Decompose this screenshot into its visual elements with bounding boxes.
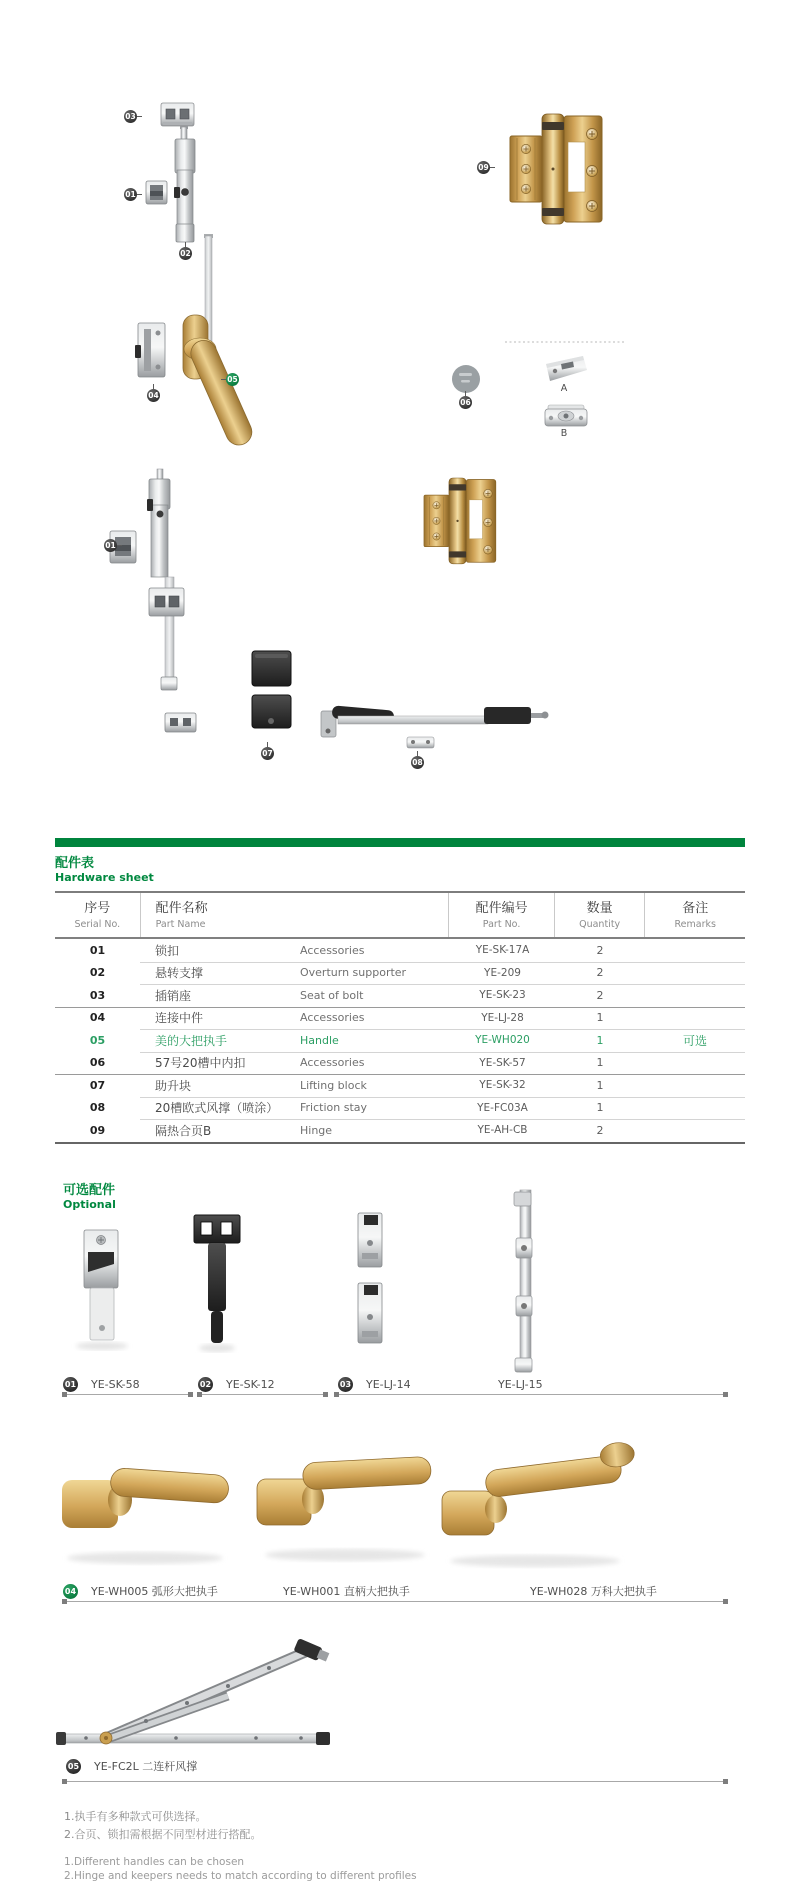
keeper-plate-top-image: [161, 103, 194, 126]
item-label: YE-SK-58: [91, 1377, 140, 1391]
col-name-en: Part Name: [155, 919, 206, 930]
diagram-badge-08: 08: [412, 758, 423, 767]
item-label: YE-FC2L 二连杆风撑: [94, 1760, 198, 1773]
cell-qty: 2: [596, 988, 604, 1002]
cell-serial: 01: [89, 943, 106, 957]
col-serial-en: Serial No.: [74, 919, 121, 930]
cell-qty: 1: [596, 1011, 604, 1025]
item-badge: 03: [338, 1377, 353, 1392]
optional-handle-figures: [0, 1425, 800, 1605]
table-header: [55, 893, 745, 939]
item-label: YE-WH005 弧形大把执手: [91, 1585, 218, 1598]
cell-name-en: Handle: [300, 1033, 339, 1047]
optional-item-ye-wh005: [63, 1583, 218, 1599]
optional-item-ye-fc2l: [66, 1758, 197, 1774]
item-label: YE-LJ-15: [498, 1377, 543, 1391]
optional-item-ye-wh028: [530, 1583, 657, 1599]
diagram-badge-03: 03: [125, 112, 136, 121]
optional-item-ye-wh001: [283, 1583, 410, 1599]
hardware-table: [55, 891, 745, 1144]
cell-part-no: YE-SK-32: [479, 1079, 526, 1092]
part-ye-sk-12-image: [194, 1215, 240, 1352]
item-label: YE-WH001 直柄大把执手: [283, 1585, 410, 1598]
cell-name-en: Hinge: [300, 1123, 333, 1137]
lifting-block-image: [252, 651, 291, 728]
note-en-1: 1.Different handles can be chosen: [64, 1856, 245, 1868]
cell-qty: 1: [596, 1033, 604, 1047]
col-remarks-en: Remarks: [674, 919, 716, 930]
stay-ye-fc2l-image: [56, 1638, 330, 1745]
hinge-bottom-image: [424, 478, 496, 564]
item-label: YE-SK-12: [226, 1377, 275, 1391]
handle-ye-wh028-image: [442, 1441, 636, 1567]
keeper-plate-bottom-image: [165, 713, 196, 732]
upper-lock-body-image: [174, 126, 195, 242]
col-remarks: [645, 893, 745, 937]
col-qty: [555, 893, 646, 937]
optional-item-ye-sk-58: [63, 1376, 140, 1392]
middle-connector-image: [135, 323, 165, 377]
underline-segment: [63, 1601, 727, 1602]
part-ye-sk-58-image: [76, 1230, 128, 1350]
cell-name-cn: 20槽欧式风撑（喷涂）: [155, 1101, 279, 1116]
table-row: [55, 1097, 745, 1120]
cell-name-cn: 插销座: [155, 988, 192, 1003]
part-ye-lj-14-image: [358, 1213, 382, 1343]
optional-stay-figure: [0, 1630, 800, 1755]
cell-name-cn: 美的大把执手: [155, 1033, 228, 1048]
part-ye-lj-15-image: [514, 1190, 532, 1372]
cell-name-cn: 锁扣: [155, 943, 180, 958]
cell-qty: 1: [596, 1056, 604, 1070]
underline-segment: [63, 1781, 727, 1782]
diagram-badge-05: 05: [227, 375, 238, 384]
cell-qty: 2: [596, 943, 604, 957]
cell-name-cn: 连接中件: [155, 1011, 204, 1026]
cell-serial: 05: [89, 1033, 106, 1047]
diagram-badge-01b: 01: [105, 541, 116, 550]
cell-part-no: YE-LJ-28: [481, 1011, 524, 1024]
item-badge: 05: [66, 1759, 81, 1774]
table-row: [55, 1119, 745, 1142]
cell-part-no: YE-AH-CB: [477, 1124, 528, 1137]
optional-title-cn: 可选配件: [63, 1183, 116, 1198]
cell-serial: 06: [89, 1056, 106, 1070]
cell-serial: 04: [89, 1011, 106, 1025]
hinge-top-image: [510, 114, 602, 224]
part-b-image: [545, 405, 587, 426]
square-keeper-top-image: [146, 181, 167, 204]
handle-ye-wh005-image: [62, 1468, 229, 1564]
part-a-label: A: [560, 383, 568, 394]
table-row: [55, 1052, 745, 1075]
item-label: YE-LJ-14: [366, 1377, 411, 1391]
diagram-badge-07: 07: [262, 749, 273, 758]
col-name: [141, 893, 450, 937]
col-serial-cn: 序号: [84, 901, 111, 916]
underline-segment: [63, 1394, 192, 1395]
cell-qty: 1: [596, 1101, 604, 1115]
sheet-title-cn: 配件表: [55, 856, 95, 871]
col-qty-en: Quantity: [579, 919, 621, 930]
gray-mark-circle: [452, 365, 480, 393]
cell-name-cn: 悬转支撑: [155, 966, 204, 981]
lower-lock-body-image: [147, 469, 177, 690]
underline-segment: [198, 1394, 327, 1395]
col-partno: [449, 893, 555, 937]
col-qty-cn: 数量: [586, 901, 613, 916]
keeper-plate-mid-image: [149, 588, 184, 616]
table-row-highlighted: [55, 1029, 745, 1052]
note-cn-1: 1.执手有多种款式可供选择。: [64, 1810, 207, 1823]
cell-part-no: YE-FC03A: [477, 1101, 528, 1114]
cell-part-no: YE-SK-17A: [475, 944, 530, 957]
friction-stay-image: [321, 705, 549, 748]
optional-item-ye-lj-14: [338, 1376, 411, 1392]
optional-title-en: Optional: [63, 1198, 116, 1211]
table-row: [55, 939, 745, 962]
cell-name-en: Accessories: [300, 1011, 365, 1025]
item-badge: 01: [63, 1377, 78, 1392]
col-name-cn: 配件名称: [155, 901, 208, 916]
cell-serial: 09: [89, 1123, 106, 1137]
part-b-label: B: [560, 428, 568, 439]
cell-remarks: 可选: [682, 1033, 707, 1048]
sheet-title-en: Hardware sheet: [55, 871, 154, 884]
cell-qty: 2: [596, 1123, 604, 1137]
footer-notes: [64, 1808, 417, 1883]
optional-item-ye-lj-15: [498, 1376, 543, 1392]
cell-serial: 07: [89, 1078, 106, 1092]
cell-name-cn: 57号20槽中内扣: [155, 1056, 246, 1071]
cell-name-en: Friction stay: [300, 1101, 368, 1115]
table-row: [55, 984, 745, 1007]
note-cn-2: 2.合页、锁扣需根据不同型材进行搭配。: [64, 1828, 262, 1841]
diagram-badge-02: 02: [180, 249, 191, 258]
part-a-image: [546, 356, 587, 381]
item-label: YE-WH028 万科大把执手: [530, 1585, 657, 1598]
col-remarks-cn: 备注: [682, 901, 709, 916]
cell-serial: 02: [89, 966, 106, 980]
hardware-sheet-section: [55, 838, 745, 1144]
cell-name-en: Seat of bolt: [300, 988, 364, 1002]
cell-part-no: YE-SK-57: [479, 1056, 526, 1069]
diagram-badge-01: 01: [125, 190, 136, 199]
note-en-2: 2.Hinge and keepers needs to match according to different profiles: [64, 1869, 417, 1882]
cell-name-cn: 隔热合页B: [155, 1123, 212, 1138]
diagram-badge-09: 09: [478, 163, 489, 172]
underline-segment: [335, 1394, 727, 1395]
cell-part-no: YE-SK-23: [479, 989, 526, 1002]
item-badge: 04: [63, 1584, 78, 1599]
optional-item-ye-sk-12: [198, 1376, 275, 1392]
hardware-exploded-diagram: [0, 0, 800, 800]
item-badge: 02: [198, 1377, 213, 1392]
table-row: [55, 1074, 745, 1097]
optional-parts-figures: [0, 1185, 800, 1380]
cell-part-no: YE-WH020: [475, 1034, 530, 1047]
cell-name-en: Accessories: [300, 943, 365, 957]
handle-ye-wh001-image: [257, 1456, 432, 1561]
cell-name-cn: 助升块: [155, 1078, 192, 1093]
table-row: [55, 1007, 745, 1030]
cell-qty: 2: [596, 966, 604, 980]
diagram-badge-06: 06: [460, 398, 471, 407]
green-accent-bar: [55, 838, 745, 847]
cell-serial: 03: [89, 988, 106, 1002]
col-partno-cn: 配件编号: [475, 901, 528, 916]
col-partno-en: Part No.: [482, 919, 521, 930]
cell-name-en: Accessories: [300, 1056, 365, 1070]
cell-serial: 08: [89, 1101, 106, 1115]
cell-name-en: Overturn supporter: [300, 966, 407, 980]
cell-name-en: Lifting block: [300, 1078, 367, 1092]
col-serial: [55, 893, 141, 937]
main-handle-image: [183, 315, 256, 449]
diagram-badge-04: 04: [148, 391, 159, 400]
cell-qty: 1: [596, 1078, 604, 1092]
cell-part-no: YE-209: [484, 966, 521, 979]
table-row: [55, 962, 745, 985]
